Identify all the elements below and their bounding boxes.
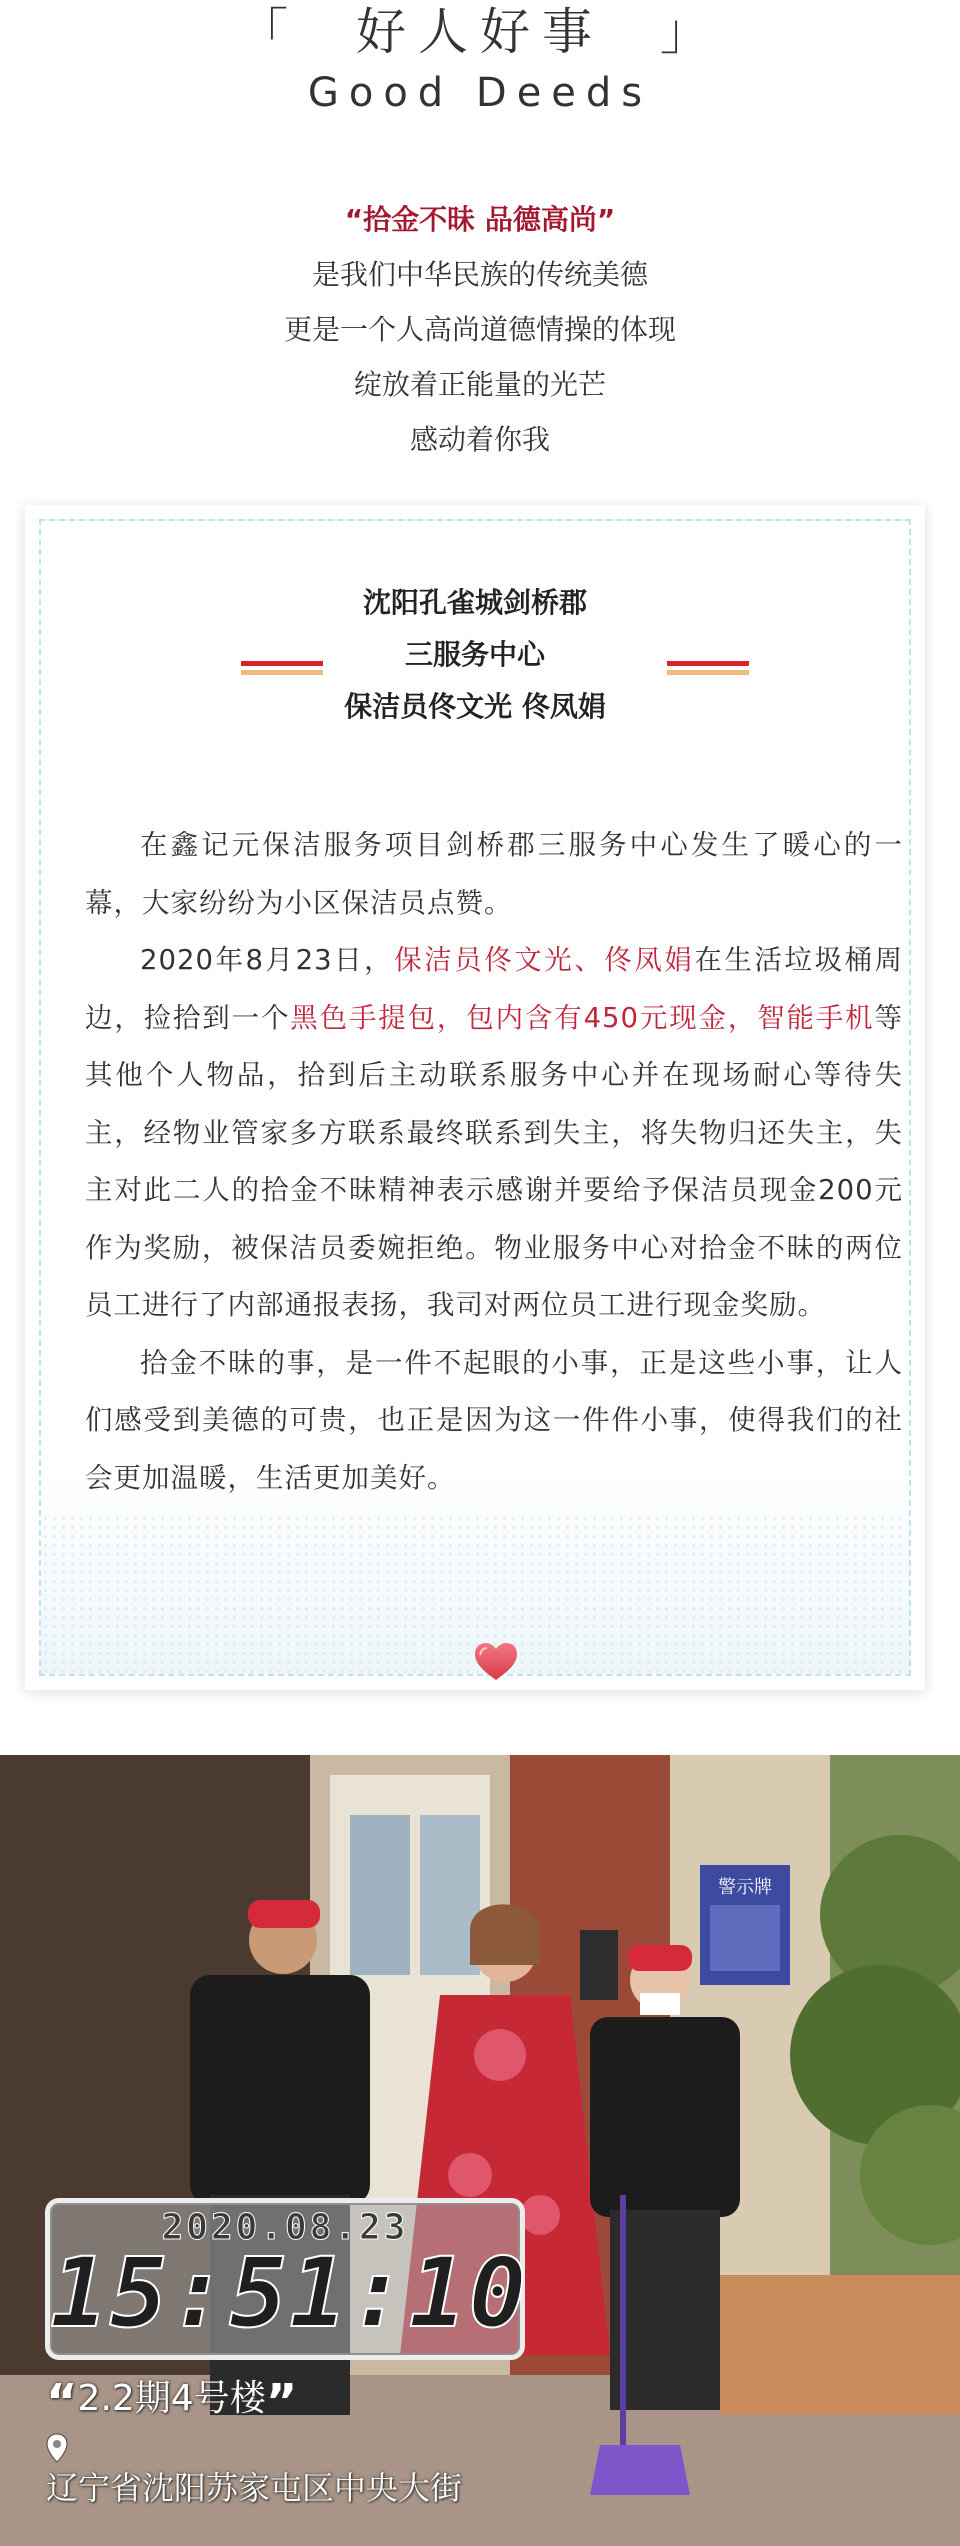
page-title: [0, 0, 960, 64]
card-heading-line: 三服务中心: [404, 638, 545, 671]
location-address: [46, 2433, 462, 2509]
stamp-time: 15:51:10: [50, 2237, 529, 2349]
intro-line: 感动着你我: [409, 423, 550, 456]
notice-sign-label: 警示牌: [718, 1877, 772, 1898]
heading-deco-left: [241, 661, 323, 675]
intro-line: 是我们中华民族的传统美德: [311, 258, 648, 291]
quote-open-icon: “: [46, 2374, 78, 2430]
map-pin-icon: [46, 2433, 68, 2463]
story-paragraph: [85, 932, 903, 1335]
story-text: 在生活垃圾桶周边，捡拾到一个: [85, 944, 904, 1034]
heart-icon: [472, 1638, 520, 1686]
intro-block: [0, 192, 960, 467]
stamp-date: 2020.08.23: [161, 2207, 409, 2248]
card-heading: [41, 577, 909, 733]
story-paragraph: 拾金不昧的事，是一件不起眼的小事，正是这些小事，让人们感受到美德的可贵，也正是因为这一件件小事，使得我们的社会更加温暖，生活更加美好。: [85, 1346, 903, 1494]
story-card-frame: [39, 519, 911, 1676]
intro-line: 绽放着正能量的光芒: [353, 368, 606, 401]
timestamp-stamp: [45, 2198, 529, 2360]
highlight-names: 保洁员佟文光、佟凤娟: [394, 944, 695, 976]
card-heading-line: 沈阳孔雀城剑桥郡: [362, 586, 587, 619]
title-text: 好人好事: [356, 3, 604, 61]
story-text: 等其他个人物品，拾到后主动联系服务中心并在现场耐心等待失主，经物业管家多方联系最终联系到失主，将失物归还失主，失主对此二人的拾金不昧精神表示感谢并要给予保洁员现金200元作为奖励，被保洁员委婉拒绝。物业服务中心对拾金不昧的两位员工进行了内部通报表扬，我司对两位员工进行现金奖励。: [85, 1001, 903, 1321]
address-text: 辽宁省沈阳苏家屯区中央大街: [46, 2469, 463, 2507]
page-subtitle: Good Deeds: [307, 70, 653, 116]
story-card: [25, 505, 925, 1690]
highlight-items: 黑色手提包，包内含有450元现金，智能手机: [290, 1001, 875, 1034]
title-open-bracket: 「: [238, 3, 301, 61]
heading-deco-right: [667, 661, 749, 675]
story-paragraph: 在鑫记元保洁服务项目剑桥郡三服务中心发生了暖心的一幕，大家纷纷为小区保洁员点赞。: [85, 829, 903, 919]
title-close-bracket: 」: [659, 3, 722, 61]
intro-line: 更是一个人高尚道德情操的体现: [283, 313, 676, 346]
location-name-text: 2.2期4号楼: [77, 2378, 266, 2419]
story-text: 2020年8月23日，: [140, 944, 395, 976]
card-heading-line: 保洁员佟文光 佟凤娟: [344, 690, 606, 723]
intro-slogan: “拾金不昧 品德高尚”: [344, 203, 616, 236]
event-photo: [0, 1755, 960, 2546]
story-body: [85, 817, 903, 1507]
quote-close-icon: ”: [265, 2374, 298, 2430]
location-name: [46, 2370, 297, 2430]
